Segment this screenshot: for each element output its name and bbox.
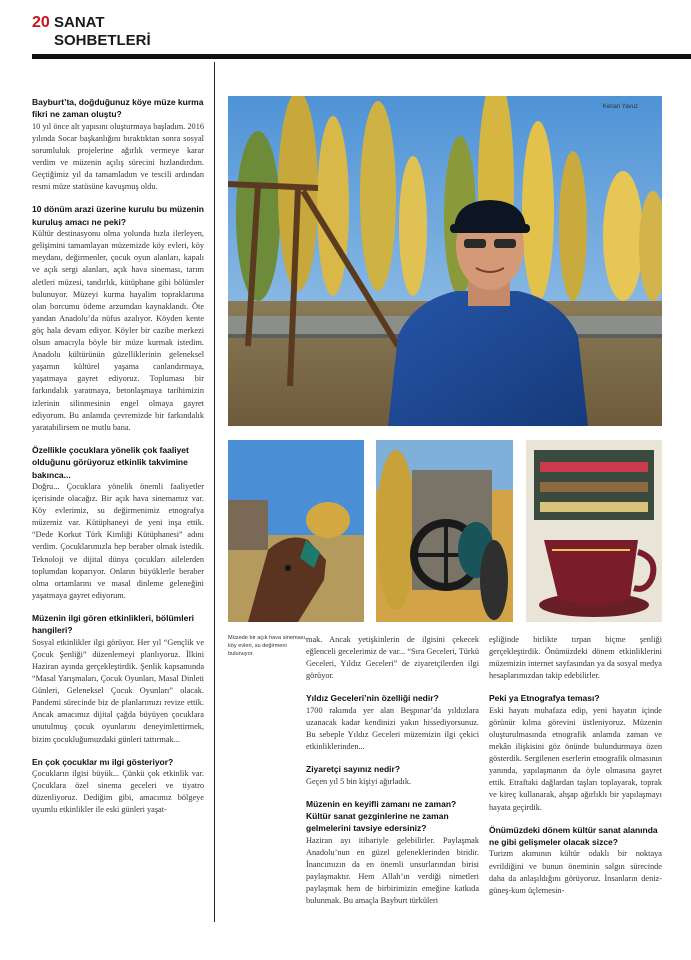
answer: Turizm akımının kültür odaklı bir noktaya evrildiğini ve bunun öneminin salgın sürecinde daha da anlaşıldığını görüyoruz. İnsanların deniz- güneş-kum üçlemesin-: [489, 849, 662, 895]
photo-horse: [228, 440, 364, 622]
photo-caption: Müzede bir açık hava sineması, köy evleri, su değirmeni bulunuyor.: [228, 635, 307, 658]
section-title-line2: SOHBETLERİ: [54, 32, 151, 49]
question: Bayburt’ta, doğduğunuz köye müze kurma fikri ne zaman oluştu?: [32, 97, 204, 120]
section-title-line1: SANAT: [54, 14, 105, 31]
photo-sewing-machine: [376, 440, 513, 622]
answer: 10 yıl önce alt yapısını oluşturmaya başladım. 2016 yılında Socar başkanlığını bıraktıktan sonra sosyal sorumluluk projelerine ağırlık vermeye karar verdim ve müzenin açılış sürecini hızlandırdım. Geçtiğimiz yıl da tamamladım ve tescili ardından resmi müze statüsüne kavuşmuş oldu.: [32, 121, 204, 192]
article-column-1: [32, 96, 204, 816]
question: 10 dönüm arazi üzerine kurulu bu müzenin kuruluş amacı ne peki?: [32, 204, 204, 227]
question: Peki ya Etnografya teması?: [489, 693, 600, 704]
question: En çok çocuklar mı ilgi gösteriyor?: [32, 756, 174, 767]
question: Yıldız Geceleri’nin özelliği nedir?: [306, 693, 439, 704]
page-header: [32, 12, 691, 56]
answer: mak. Ancak yetişkinlerin de ilgisini çekecek eğlenceli gecelerimiz de var... “Sıra Geceleri, Türkü Geceleri, Yıldız Geceleri” de ziyaretçilerden ilgi görüyor.: [306, 635, 479, 681]
page-number: 20: [32, 14, 50, 31]
answer: Çocukların ilgisi büyük... Çünkü çok etkinlik var. Çocuklara özel sinema geceleri ve tiyatro düzenliyoruz. Dediğim gibi, amacımız bölgeye uyumlu etkinlikler ile eski günleri yaşat-: [32, 769, 204, 815]
answer: Geçen yıl 5 bin kişiyi ağırladık.: [306, 776, 412, 786]
answer: Haziran ayı itibariyle gelebilirler. Paylaşmak Anadolu’nun en güzel geleneklerinden biridir. İnancımızın da en önemli unsurlarından birisi paylaşmaktır. Hem Allah’ın verdiği nimetleri paylaşmak hem de birbirimizin emeğine katkıda bulunmak. Bu amaçla Bayburt türküleri: [306, 835, 479, 906]
question: Müzenin ilgi gören etkinlikleri, bölümleri hangileri?: [32, 612, 194, 636]
main-photo-portrait: [228, 96, 662, 426]
question: Müzenin en keyifli zamanı ne zaman? Kültür sanat gezginlerine ne zaman gelmelerini tavsiye edersiniz?: [306, 798, 457, 834]
answer: Doğru... Çocuklara yönelik önemli faaliyetler içerisinde olacağız. Bir açık hava sinemamız var. Köy evlerimiz, su değirmenimiz etnografya müzemiz var. Kütüphaneyi de yeni inşa ettik. “Dede Korkut Türk Kimliği Kütüphanesi” adını verdim. Çocuklarımızla hep beraber olmak istedik. Teknoloji ve dijital dünya çocukları ailelerden toplumdan koparıyor. Onların büyüklerle beraber olma ortamlarını ve masal dinleme geleneğini yaşatmaya gayret ediyorum.: [32, 482, 204, 600]
photo-teacup: [526, 440, 662, 622]
article-column-2: [306, 634, 479, 907]
article-column-3: [489, 634, 662, 897]
header-rule: [32, 54, 691, 59]
answer: Sosyal etkinlikler ilgi görüyor. Her yıl “Gençlik ve Çocuk Şenliği” düzenlemeyi planlıyoruz. İlkini Haziran ayında gerçekleştirdik. Şenlik kapsamında “Masal Yarışmaları, Çocuk Oyunları, Masal Dinleti Günleri, Geleneksel Çocuk Oyunları” olacak. Pandemi sürecinde biz de planlarımızı revize ettik. Ancak amacımız dijital çağda büyüyen çocuklara unutulmuş çocuk oyunlarını deneyimlettirmek, bizim çocukluğumuzdaki günleri tattırmak...: [32, 637, 204, 744]
column-divider: [214, 62, 215, 922]
answer: 1700 rakımda yer alan Beşpınar’da yıldızlara uzanacak kadar kendinizi yakın hissediyorsunuz. Bu sebeple Yıldız Geceleri müzemizin ilgi çekici etkinliklerinden...: [306, 705, 479, 752]
answer: eşliğinde birlikte tırpan biçme şenliği gerçekleştirdik. Önümüzdeki dönem etkinliklerini müzemizin internet sayfasından ya da sosyal medya hesaplarımızdan takip edebilirler.: [489, 635, 662, 681]
answer: Kültür destinasyonu olma yolunda hızla ilerleyen, gelişimini tamamlayan müzemizde köy evleri, köy meydanı, değirmenler, çocuk oyun alanları, kapalı ve açık sergi alanları, açık hava sineması, tarım aletleri müzesi, tandırlık, kütüphane gibi bölümler bulunuyor. Müzeyi kurma hayalim topraklarıma olan borcumu ödeme arzumdan kaynaklandı. Öte yandan Anadolu’da nüfus azalıyor. Köyden kente göç hala devam ediyor. Köyler bir cazibe merkezi olsun amacıyla böyle bir müze kurmak istedim. Anadolu kültürünün güzelliklerinin geleneksel yaşamın kültürel yaşama canlandırmaya, yaşatmaya gayret ediyoruz. Topluması bir farkındalık yaratmaya, betonlaşmaya tarihimizin izlerinin silinmesinin engel olmaya gayret ediyorum. Bu anlamda çevremizde bir farkındalık yaratabilirsem ne mutlu bana.: [32, 229, 204, 432]
question: Ziyaretçi sayınız nedir?: [306, 764, 401, 775]
question: Önümüzdeki dönem kültür sanat alanında ne gibi gelişmeler olacak sizce?: [489, 824, 658, 848]
photo-credit: Kenan Yavuz: [602, 104, 638, 110]
question: Özellikle çocuklara yönelik çok faaliyet olduğunu görüyoruz etkinlik takvimine bakınca...: [32, 444, 189, 480]
answer: Eski hayatı muhafaza edip, yeni hayatın içinde görünür kılma görevini üstleniyoruz. Müzenin oluşturulmasında etnografik anlamda zaman ve mekân ilişkisini göz önünde bulundurmaya özen gösterdik. Sergilenen eserlerin etnografik olmasının yanında, yapılaşmanın da öyle olmasına gayret ettik. Etraftaki dağlardan taşları toplayarak, toprak ve kireç kullanarak, ahşap ağırlıklı bir yapılaşmayı hayata geçirdik.: [489, 705, 662, 812]
